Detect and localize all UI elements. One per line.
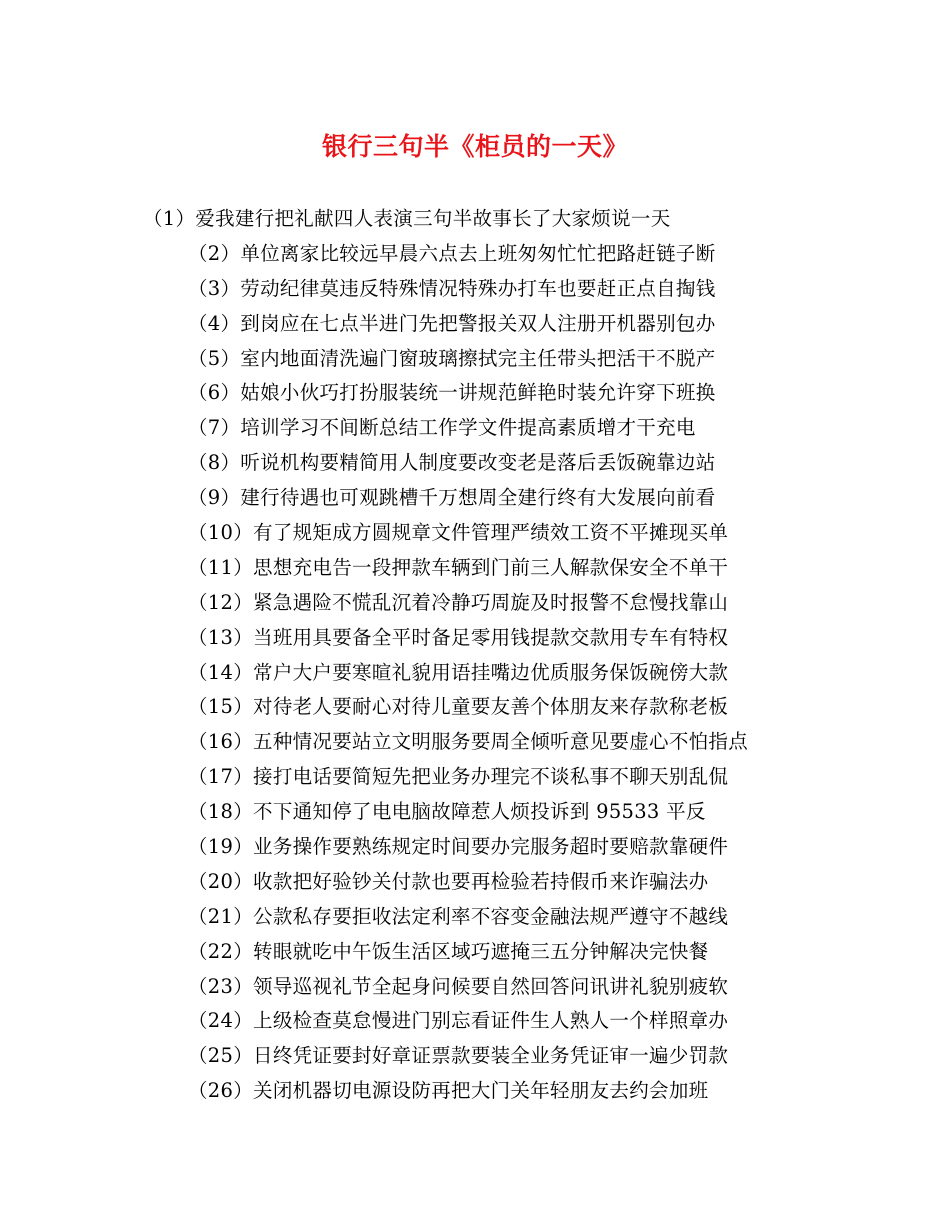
verse-line: （13）当班用具要备全平时备足零用钱提款交款用专车有特权 bbox=[188, 625, 729, 649]
verse-list bbox=[0, 202, 950, 1109]
verse-line: （8）听说机构要精简用人制度要改变老是落后丢饭碗靠边站 bbox=[188, 451, 716, 475]
verse-line: （17）接打电话要简短先把业务办理完不谈私事不聊天别乱侃 bbox=[188, 765, 729, 789]
verse-line: （22）转眼就吃中午饭生活区域巧遮掩三五分钟解决完快餐 bbox=[188, 939, 709, 963]
verse-line: （24）上级检查莫怠慢进门别忘看证件生人熟人一个样照章办 bbox=[188, 1009, 729, 1033]
verse-line: （1）爱我建行把礼献四人表演三句半故事长了大家烦说一天 bbox=[143, 207, 671, 230]
verse-line: （6）姑娘小伙巧打扮服装统一讲规范鲜艳时装允许穿下班换 bbox=[188, 381, 716, 405]
verse-line: （5）室内地面清洗遍门窗玻璃擦拭完主任带头把活干不脱产 bbox=[188, 346, 716, 370]
verse-line: （11）思想充电告一段押款车辆到门前三人解款保安全不单干 bbox=[188, 555, 729, 579]
verse-line: （25）日终凭证要封好章证票款要装全业务凭证审一遍少罚款 bbox=[188, 1044, 729, 1068]
verse-line: （15）对待老人要耐心对待儿童要友善个体朋友来存款称老板 bbox=[188, 695, 729, 719]
verse-line: （12）紧急遇险不慌乱沉着冷静巧周旋及时报警不怠慢找靠山 bbox=[188, 590, 729, 614]
verse-line: （2）单位离家比较远早晨六点去上班匆匆忙忙把路赶链子断 bbox=[188, 241, 716, 265]
verse-line: （26）关闭机器切电源设防再把大门关年轻朋友去约会加班 bbox=[188, 1079, 709, 1103]
verse-line: （23）领导巡视礼节全起身问候要自然回答问讯讲礼貌别疲软 bbox=[188, 974, 729, 998]
verse-line: （4）到岗应在七点半进门先把警报关双人注册开机器别包办 bbox=[188, 311, 716, 335]
verse-line: （14）常户大户要寒暄礼貌用语挂嘴边优质服务保饭碗傍大款 bbox=[188, 660, 729, 684]
verse-line: （20）收款把好验钞关付款也要再检验若持假币来诈骗法办 bbox=[188, 869, 709, 893]
verse-line: （16）五种情况要站立文明服务要周全倾听意见要虚心不怕指点 bbox=[188, 730, 749, 754]
verse-line: （10）有了规矩成方圆规章文件管理严绩效工资不平摊现买单 bbox=[188, 521, 729, 545]
document-title: 银行三句半《柜员的一天》 bbox=[321, 132, 628, 161]
verse-line: （7）培训学习不间断总结工作学文件提高素质增才干充电 bbox=[188, 416, 696, 440]
verse-line: （3）劳动纪律莫违反特殊情况特殊办打车也要赶正点自掏钱 bbox=[188, 276, 716, 300]
verse-line: （9）建行待遇也可观跳槽千万想周全建行终有大发展向前看 bbox=[188, 486, 716, 510]
verse-line: （21）公款私存要拒收法定利率不容变金融法规严遵守不越线 bbox=[188, 904, 729, 928]
verse-line: （18）不下通知停了电电脑故障惹人烦投诉到 95533 平反 bbox=[188, 800, 706, 824]
verse-line: （19）业务操作要熟练规定时间要办完服务超时要赔款靠硬件 bbox=[188, 835, 729, 859]
